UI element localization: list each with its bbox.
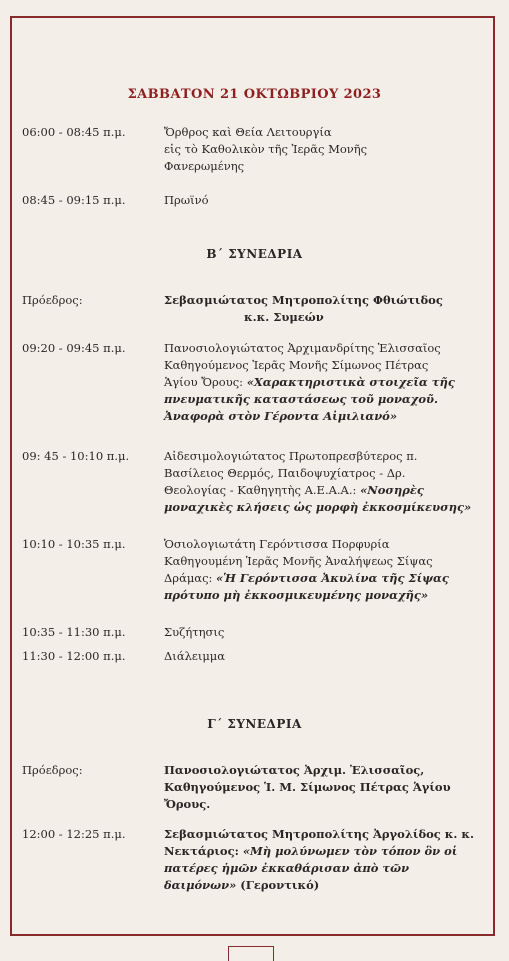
time-label: 08:45 - 09:15 π.μ. — [22, 193, 126, 207]
time-label: 10:35 - 11:30 π.μ. — [22, 625, 126, 639]
talk-title: «Ἡ Γερόντισσα Ἀκυλίνα τῆς Σίψας — [216, 571, 449, 585]
event-line: Πρωϊνό — [164, 193, 209, 207]
speaker-line: Καθηγουμένη Ἱερᾶς Μονῆς Ἀναλήψεως Σίψας — [164, 554, 433, 568]
talk-description — [164, 448, 494, 516]
time-label: 09:20 - 09:45 π.μ. — [22, 341, 126, 355]
event-line: εἰς τὸ Καθολικὸν τῆς Ἱερᾶς Μονῆς — [164, 142, 368, 156]
speaker-line: Αἰδεσιμολογιώτατος Πρωτοπρεσβύτερος π. — [164, 449, 418, 463]
chair-label: Πρόεδρος: — [22, 763, 83, 777]
chair-line: Σεβασμιώτατος Μητροπολίτης Φθιώτιδος — [164, 293, 443, 307]
event-description — [164, 192, 494, 209]
time-label: 11:30 - 12:00 π.μ. — [22, 649, 126, 663]
chair-line: Ὄρους. — [164, 797, 211, 811]
speaker-text: Νεκτάριος: — [164, 844, 243, 858]
chair-name — [164, 762, 494, 813]
speaker-line — [164, 877, 494, 894]
speaker-line — [164, 570, 494, 587]
event-line: Φανερωμένης — [164, 159, 245, 173]
talk-title: Ἀναφορὰ στὸν Γέροντα Αἰμιλιανό» — [164, 409, 398, 423]
talk-source: (Γεροντικό) — [240, 878, 320, 892]
time-label: 12:00 - 12:25 π.μ. — [22, 827, 126, 841]
talk-title: «Νοσηρὲς — [360, 483, 424, 497]
speaker-text: Ἁγίου Ὄρους: — [164, 375, 247, 389]
chair-line: Πανοσιολογιώτατος Ἀρχιμ. Ἐλισσαῖος, — [164, 763, 425, 777]
time-label: 09: 45 - 10:10 π.μ. — [22, 449, 130, 463]
time-label: 10:10 - 10:35 π.μ. — [22, 537, 126, 551]
chair-name — [164, 292, 494, 326]
session-c-heading: Γ΄ ΣΥΝΕΔΡΙΑ — [207, 717, 302, 731]
speaker-line — [164, 374, 494, 391]
speaker-text: Θεολογίας - Καθηγητὴς Α.Ε.Α.Α.: — [164, 483, 361, 497]
speaker-line: Βασίλειος Θερμός, Παιδοψυχίατρος - Δρ. — [164, 466, 406, 480]
page-title: ΣΑΒΒΑΤΟΝ 21 ΟΚΤΩΒΡΙΟΥ 2023 — [127, 87, 382, 102]
session-b-heading: Β΄ ΣΥΝΕΔΡΙΑ — [206, 247, 303, 261]
talk-title: πατέρες ἡμῶν ἐκκαθάρισαν ἀπὸ τῶν — [164, 861, 410, 875]
talk-title: «Χαρακτηριστικὰ στοιχεῖα τῆς — [246, 375, 455, 389]
chair-label: Πρόεδρος: — [22, 293, 83, 307]
speaker-line — [164, 482, 494, 499]
speaker-line — [164, 843, 494, 860]
time-label: 06:00 - 08:45 π.μ. — [22, 125, 126, 139]
talk-description — [164, 536, 494, 604]
speaker-line: Πανοσιολογιώτατος Ἀρχιμανδρίτης Ἐλισσαῖος — [164, 341, 441, 355]
talk-title: πνευματικῆς καταστάσεως τοῦ μοναχοῦ. — [164, 392, 438, 406]
speaker-text: Δράμας: — [164, 571, 217, 585]
talk-title: «Μὴ μολύνωμεν τὸν τόπον ὃν οἱ — [242, 844, 458, 858]
event-line: Ὄρθρος καὶ Θεία Λειτουργία — [164, 125, 332, 139]
speaker-line: Καθηγούμενος Ἱερᾶς Μονῆς Σίμωνος Πέτρας — [164, 358, 429, 372]
talk-title: μοναχικὲς κλήσεις ὡς μορφὴ ἐκκοσμίκευσης» — [164, 500, 472, 514]
event-description: Συζήτησις — [164, 625, 225, 639]
event-description: Διάλειμμα — [164, 649, 226, 663]
speaker-line: Ὁσιολογιωτάτη Γερόντισσα Πορφυρία — [164, 537, 390, 551]
talk-description — [164, 826, 494, 894]
talk-title: δαιμόνων» — [164, 878, 241, 892]
speaker-line: Σεβασμιώτατος Μητροπολίτης Ἀργολίδος κ. κ. — [164, 827, 475, 841]
talk-title: πρότυπο μὴ ἐκκοσμικευμένης μοναχῆς» — [164, 588, 429, 602]
talk-description — [164, 340, 494, 425]
chair-line: Καθηγούμενος Ἱ. Μ. Σίμωνος Πέτρας Ἁγίου — [164, 780, 451, 794]
event-description — [164, 124, 494, 175]
chair-line: κ.κ. Συμεών — [244, 310, 324, 324]
